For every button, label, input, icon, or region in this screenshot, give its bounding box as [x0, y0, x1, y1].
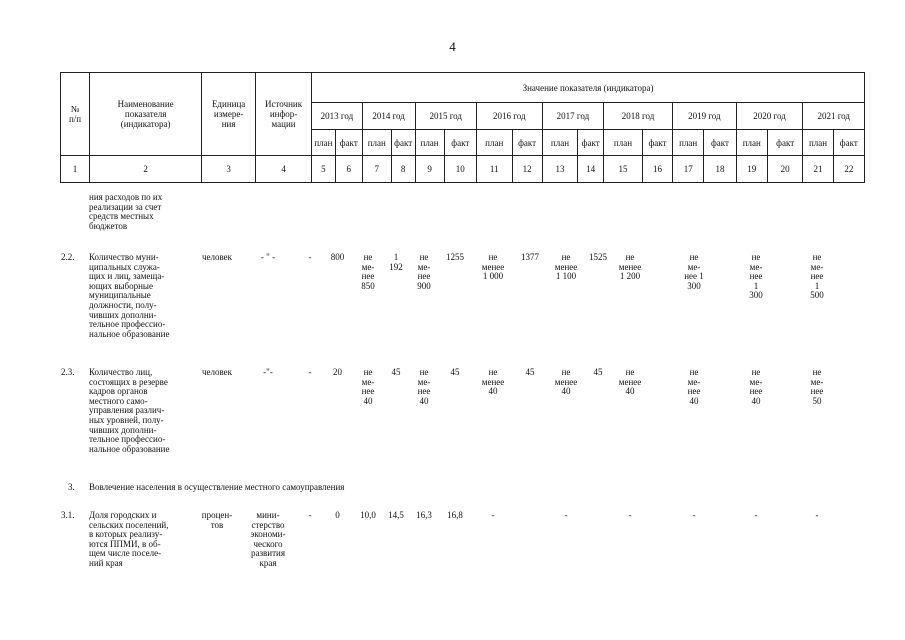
row-2-3-source: -"- [263, 367, 273, 377]
column-number: 18 [704, 156, 736, 183]
row-2-2-value: не менее 1 100 [554, 252, 578, 282]
row-3-1-value: - [308, 510, 312, 520]
header-year: 2021 год [803, 103, 865, 130]
column-number: 6 [335, 156, 362, 183]
header-year: 2020 год [736, 103, 803, 130]
row-2-2-value: 1377 [521, 252, 539, 262]
column-number: 13 [542, 156, 578, 183]
row-3-1-value: - [754, 510, 758, 520]
row-2-2-number: 2.2. [61, 252, 75, 262]
row-3-1-value: 16,8 [447, 510, 463, 520]
row-2-3-value: не ме- нее 40 [417, 367, 431, 406]
column-number: 14 [578, 156, 604, 183]
row-2-3-value: - [308, 367, 312, 377]
row-2-2-source: - " - [260, 252, 276, 262]
header-plan: план [362, 130, 391, 156]
row-2-3-value: 45 [391, 367, 401, 377]
row-2-2-value: не ме- нее 1 500 [810, 252, 824, 301]
row-2-3-unit: человек [201, 367, 233, 377]
header-col-value: Значение показателя (индикатора) [312, 73, 865, 103]
header-fact: факт [444, 130, 476, 156]
row-2-2-value: 1 192 [389, 252, 403, 272]
row-3-1-source: мини- стерство экономи- ческого развития края [250, 510, 286, 568]
header-col-name: Наименование показателя (индикатора) [90, 73, 202, 156]
header-fact: факт [578, 130, 604, 156]
column-number: 1 [61, 156, 90, 183]
column-number: 4 [256, 156, 312, 183]
row-2-2-value: не ме- нее 900 [417, 252, 431, 291]
header-plan: план [476, 130, 512, 156]
header-plan: план [604, 130, 643, 156]
row-2-2-value: не ме- нее 1 300 [749, 252, 763, 301]
header-fact: факт [704, 130, 736, 156]
header-fact: факт [335, 130, 362, 156]
row-2-3-value: не менее 40 [618, 367, 642, 397]
header-plan: план [542, 130, 578, 156]
row-2-3-value: 45 [450, 367, 460, 377]
header-year: 2017 год [542, 103, 603, 130]
row-3-1-value: - [815, 510, 819, 520]
row-3-1-value: 14,5 [388, 510, 404, 520]
row-3-1-value: - [692, 510, 696, 520]
row-3-1-unit: процен- тов [201, 510, 233, 530]
header-plan: план [673, 130, 704, 156]
header-plan: план [415, 130, 444, 156]
row-2-2-value: 1525 [589, 252, 607, 262]
header-year: 2013 год [312, 103, 363, 130]
row-3-1-value: 0 [335, 510, 340, 520]
row-3-1-value: - [628, 510, 632, 520]
row-cont-name: ния расходов по их реализации за счет средств местных бюджетов [89, 192, 163, 231]
row-3-1-value: 16,3 [416, 510, 432, 520]
row-2-3-value: 45 [593, 367, 603, 377]
row-3-1-name: Доля городских и сельских поселений, в которых реализу- ются ППМИ, в об- щем числе поселе- ний края [89, 510, 169, 568]
column-number: 11 [476, 156, 512, 183]
column-number: 10 [444, 156, 476, 183]
header-plan: план [312, 130, 336, 156]
column-number: 17 [673, 156, 704, 183]
row-2-3-value: не менее 40 [554, 367, 578, 397]
header-year: 2019 год [673, 103, 737, 130]
row-2-3-number: 2.3. [61, 367, 75, 377]
column-number: 19 [736, 156, 767, 183]
page-number: 4 [449, 39, 456, 54]
column-number: 5 [312, 156, 336, 183]
column-number: 9 [415, 156, 444, 183]
row-2-2-value: не менее 1 200 [618, 252, 642, 282]
header-plan: план [736, 130, 767, 156]
row-2-2-value: 800 [330, 252, 345, 262]
header-col-source: Источник инфор- мации [256, 73, 312, 156]
row-2-3-value: не ме- нее 40 [749, 367, 763, 406]
indicator-table-header [60, 72, 865, 183]
column-number: 15 [604, 156, 643, 183]
row-2-2-value: 1255 [446, 252, 464, 262]
row-3-1-value: - [564, 510, 568, 520]
column-number: 7 [362, 156, 391, 183]
column-number: 20 [767, 156, 803, 183]
row-2-3-value: не менее 40 [481, 367, 505, 397]
row-2-2-name: Количество муни- ципальных служа- щих и лиц, замеща- ющих выборные муниципальные должности, полу- чивших дополни- тельное профессио- нальное образование [89, 252, 170, 339]
column-number: 8 [391, 156, 415, 183]
column-number: 16 [642, 156, 672, 183]
row-2-2-value: - [308, 252, 312, 262]
header-fact: факт [391, 130, 415, 156]
header-fact: факт [642, 130, 672, 156]
header-fact: факт [833, 130, 864, 156]
section-3-title: Вовлечение населения в осуществление местного самоуправления [89, 482, 345, 492]
row-2-3-value: не ме- нее 50 [810, 367, 824, 406]
row-2-2-value: не ме- нее 1 300 [684, 252, 704, 291]
header-year: 2016 год [476, 103, 542, 130]
column-number: 12 [512, 156, 542, 183]
header-fact: факт [512, 130, 542, 156]
row-3-1-value: - [491, 510, 495, 520]
row-3-1-number: 3.1. [61, 510, 75, 520]
column-number: 22 [833, 156, 864, 183]
column-number: 21 [803, 156, 833, 183]
row-3-1-value: 10,0 [360, 510, 376, 520]
row-2-3-value: 20 [333, 367, 342, 377]
header-col-unit: Единица измере- ния [202, 73, 256, 156]
row-2-3-value: не ме- нее 40 [687, 367, 701, 406]
column-number: 2 [90, 156, 202, 183]
header-year: 2015 год [415, 103, 476, 130]
row-2-3-value: 45 [525, 367, 535, 377]
row-2-3-name: Количество лиц, состоящих в резерве кадров органов местного само- управления различ- ных уровней, полу- чивших дополни- тельное профессио- нальное образование [89, 367, 170, 454]
row-2-2-value: не менее 1 000 [481, 252, 505, 282]
header-year: 2014 год [362, 103, 415, 130]
row-2-3-value: не ме- нее 40 [361, 367, 375, 406]
row-2-2-unit: человек [201, 252, 233, 262]
row-2-2-value: не ме- нее 850 [361, 252, 375, 291]
header-col-number: № п/п [61, 73, 90, 156]
section-3-number: 3. [68, 482, 75, 492]
header-fact: факт [767, 130, 803, 156]
column-number: 3 [202, 156, 256, 183]
header-plan: план [803, 130, 833, 156]
header-year: 2018 год [604, 103, 673, 130]
